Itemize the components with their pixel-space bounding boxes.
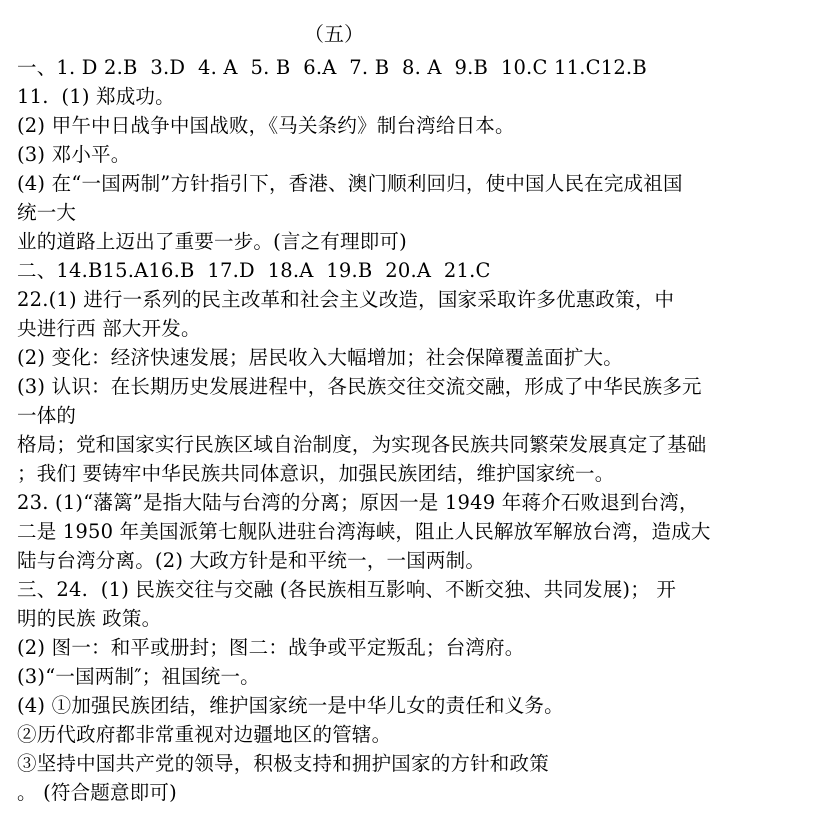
line-8: 二、14.B15.A16.B 17.D 18.A 19.B 20.A 21.C [17,259,491,282]
section-title: （五） [304,22,364,46]
line-24: ②历代政府都非常重视对边疆地区的管辖。 [17,723,392,746]
line-13: 一体的 [17,404,77,427]
answer-lines [17,53,827,807]
line-20: 明的民族 政策。 [17,607,162,630]
line-18: 陆与台湾分离。(2) 大政方针是和平统一，一国两制。 [17,549,486,572]
line-10: 央进行西 部大开发。 [17,317,201,340]
line-7: 业的道路上迈出了重要一步。(言之有理即可) [17,230,407,253]
line-25: ③坚持中国共产党的领导，积极支持和拥护国家的方针和政策 [17,752,549,775]
line-1: 一、1. D 2.B 3.D 4. A 5. B 6.A 7. B 8. A 9.B 10.C 11.C12.B [17,56,647,79]
line-14: 格局；党和国家实行民族区域自治制度，为实现各民族共同繁荣发展真定了基础 [17,433,707,456]
line-15: ；我们 要铸牢中华民族共同体意识，加强民族团结，维护国家统一。 [17,462,615,485]
line-26: 。 (符合题意即可) [17,781,177,804]
line-19: 三、24. (1) 民族交往与交融 (各民族相互影响、不断交独、共同发展)； 开 [17,578,677,601]
line-21: (2) 图一：和平或册封；图二：战争或平定叛乱；台湾府。 [17,636,525,659]
line-23: (4) ①加强民族团结，维护国家统一是中华儿女的责任和义务。 [17,694,564,717]
line-22: (3)“一国两制″；祖国统一。 [17,665,260,688]
line-16: 23. (1)“藩篱”是指大陆与台湾的分离；原因一是 1949 年蒋介石败退到台湾， [17,491,699,514]
line-4: (3) 邓小平。 [17,143,131,166]
line-11: (2) 变化：经济快速发展；居民收入大幅增加；社会保障覆盖面扩大。 [17,346,623,369]
line-5: (4) 在“一国两制”方针指引下，香港、澳门顺利回归，使中国人民在完成祖国 [17,172,683,195]
line-9: 22.(1) 进行一系列的民主改革和社会主义改造，国家采取许多优惠政策，中 [17,288,675,311]
line-12: (3) 认识：在长期历史发展进程中，各民族交往交流交融，形成了中华民族多元 [17,375,702,398]
line-17: 二是 1950 年美国派第七舰队进驻台湾海峡，阻止人民解放军解放台湾，造成大 [17,520,711,543]
line-3: (2) 甲午中日战争中国战败，《马关条约》制台湾给日本。 [17,114,515,137]
line-6: 统一大 [17,201,77,224]
line-2: 11. (1) 郑成功。 [17,85,175,108]
